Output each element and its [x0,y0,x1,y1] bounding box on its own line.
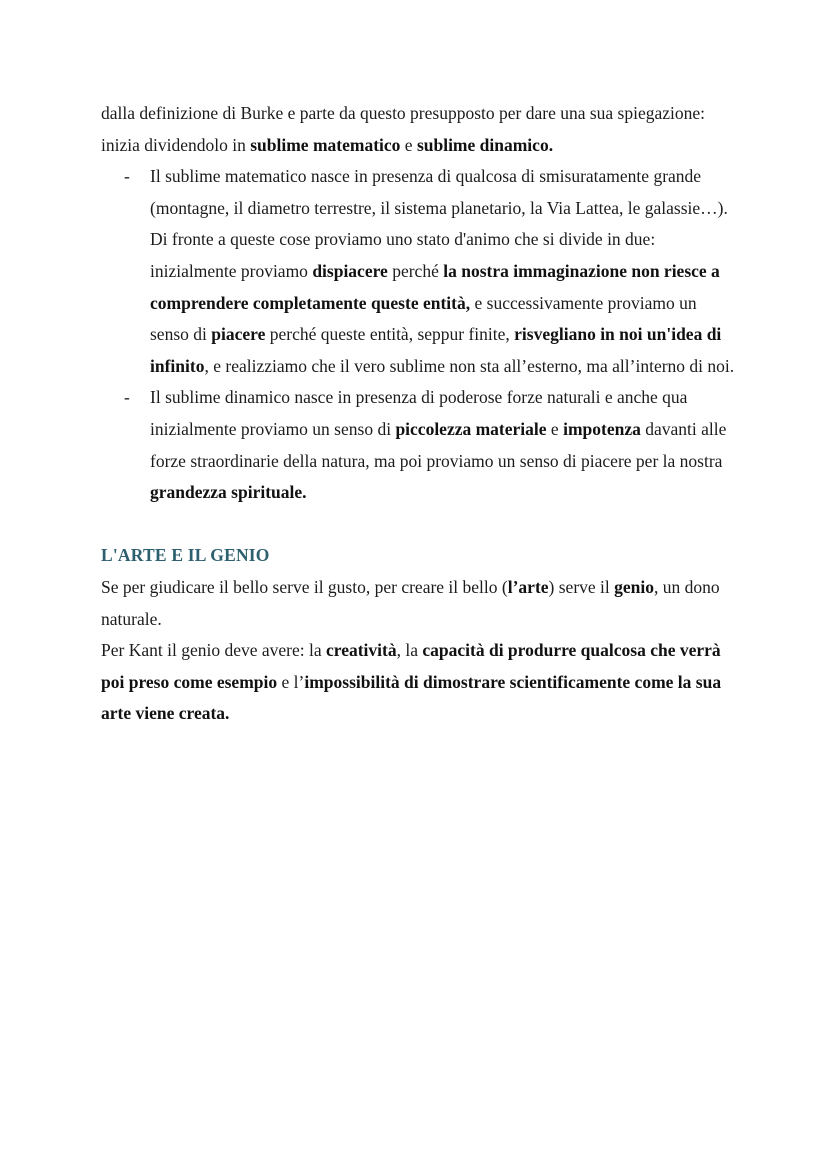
paragraph-bold-text: capacità di produrre qualcosa che verrà poi preso come esempio [101,640,721,692]
intro-paragraph [101,98,741,161]
paragraph-text: Se per giudicare il bello serve il gusto, per creare il bello ( [101,576,508,597]
paragraph-bold-text: genio [614,576,655,597]
bullet-dash: - [124,166,130,187]
bullet-dash: - [124,387,130,408]
paragraph-bold-text: l’arte [507,576,549,597]
bullet-text: perché queste entità, seppur finite, [265,324,515,345]
paragraph-bold-text: creatività [325,640,397,661]
bullet-bold-text: piccolezza materiale [395,418,547,439]
bullet-bold-text: piacere [211,324,266,345]
paragraph-text: Per Kant il genio deve avere: la [101,640,326,661]
sublime-bullet-list [101,161,741,509]
intro-bold-sublime-matematico: sublime matematico [250,134,401,155]
document-page [101,98,741,730]
paragraph-text: ) serve il [548,576,615,597]
paragraph-text: , la [396,640,423,661]
bullet-sublime-matematico [101,161,741,382]
intro-bold-sublime-dinamico: sublime dinamico. [416,134,554,155]
paragraph-bold-text: impossibilità di dimostrare scientificamente come la sua arte viene creata. [101,671,722,724]
paragraph-text: e l’ [277,671,305,692]
bullet-bold-text: impotenza [563,418,641,439]
section-spacer [101,509,741,541]
bullet-text: perché [387,260,444,281]
bullet-bold-text: grandezza spirituale. [150,482,307,503]
bullet-text: , e realizziamo che il vero sublime non sta all’esterno, ma all’interno di noi. [204,355,735,376]
paragraph-text: , un dono naturale. [101,576,720,629]
bullet-text: e successivamente proviamo un senso di [150,292,697,345]
genio-paragraph-2 [101,635,741,730]
bullet-text: davanti alle forze straordinarie della natura, ma poi proviamo un senso di piacere per la nostra [150,418,727,471]
intro-text-1: dalla definizione di Burke e parte da questo presupposto per dare una sua spiegazione: inizia dividendolo in [101,103,706,155]
intro-text-2: e [400,134,417,155]
bullet-bold-text: la nostra immaginazione non riesce a comprendere completamente queste entità, [150,260,720,313]
bullet-sublime-dinamico [101,382,741,508]
bullet-text: Il sublime matematico nasce in presenza di qualcosa di smisuratamente grande (montagne, il diametro terrestre, il sistema planetario, la Via Lattea, le galassie…). Di fronte a queste cose proviamo uno stato d'animo che si divide in due: inizialmente proviamo [150,166,728,281]
bullet-text: Il sublime dinamico nasce in presenza di poderose forze naturali e anche qua inizialmente proviamo un senso di [150,387,688,439]
genio-paragraph-1 [101,572,741,635]
section-heading: L'ARTE E IL GENIO [101,545,270,566]
bullet-text: e [546,418,564,439]
bullet-bold-text: risvegliano in noi un'idea di infinito [150,324,722,376]
bullet-bold-text: dispiacere [312,260,388,281]
